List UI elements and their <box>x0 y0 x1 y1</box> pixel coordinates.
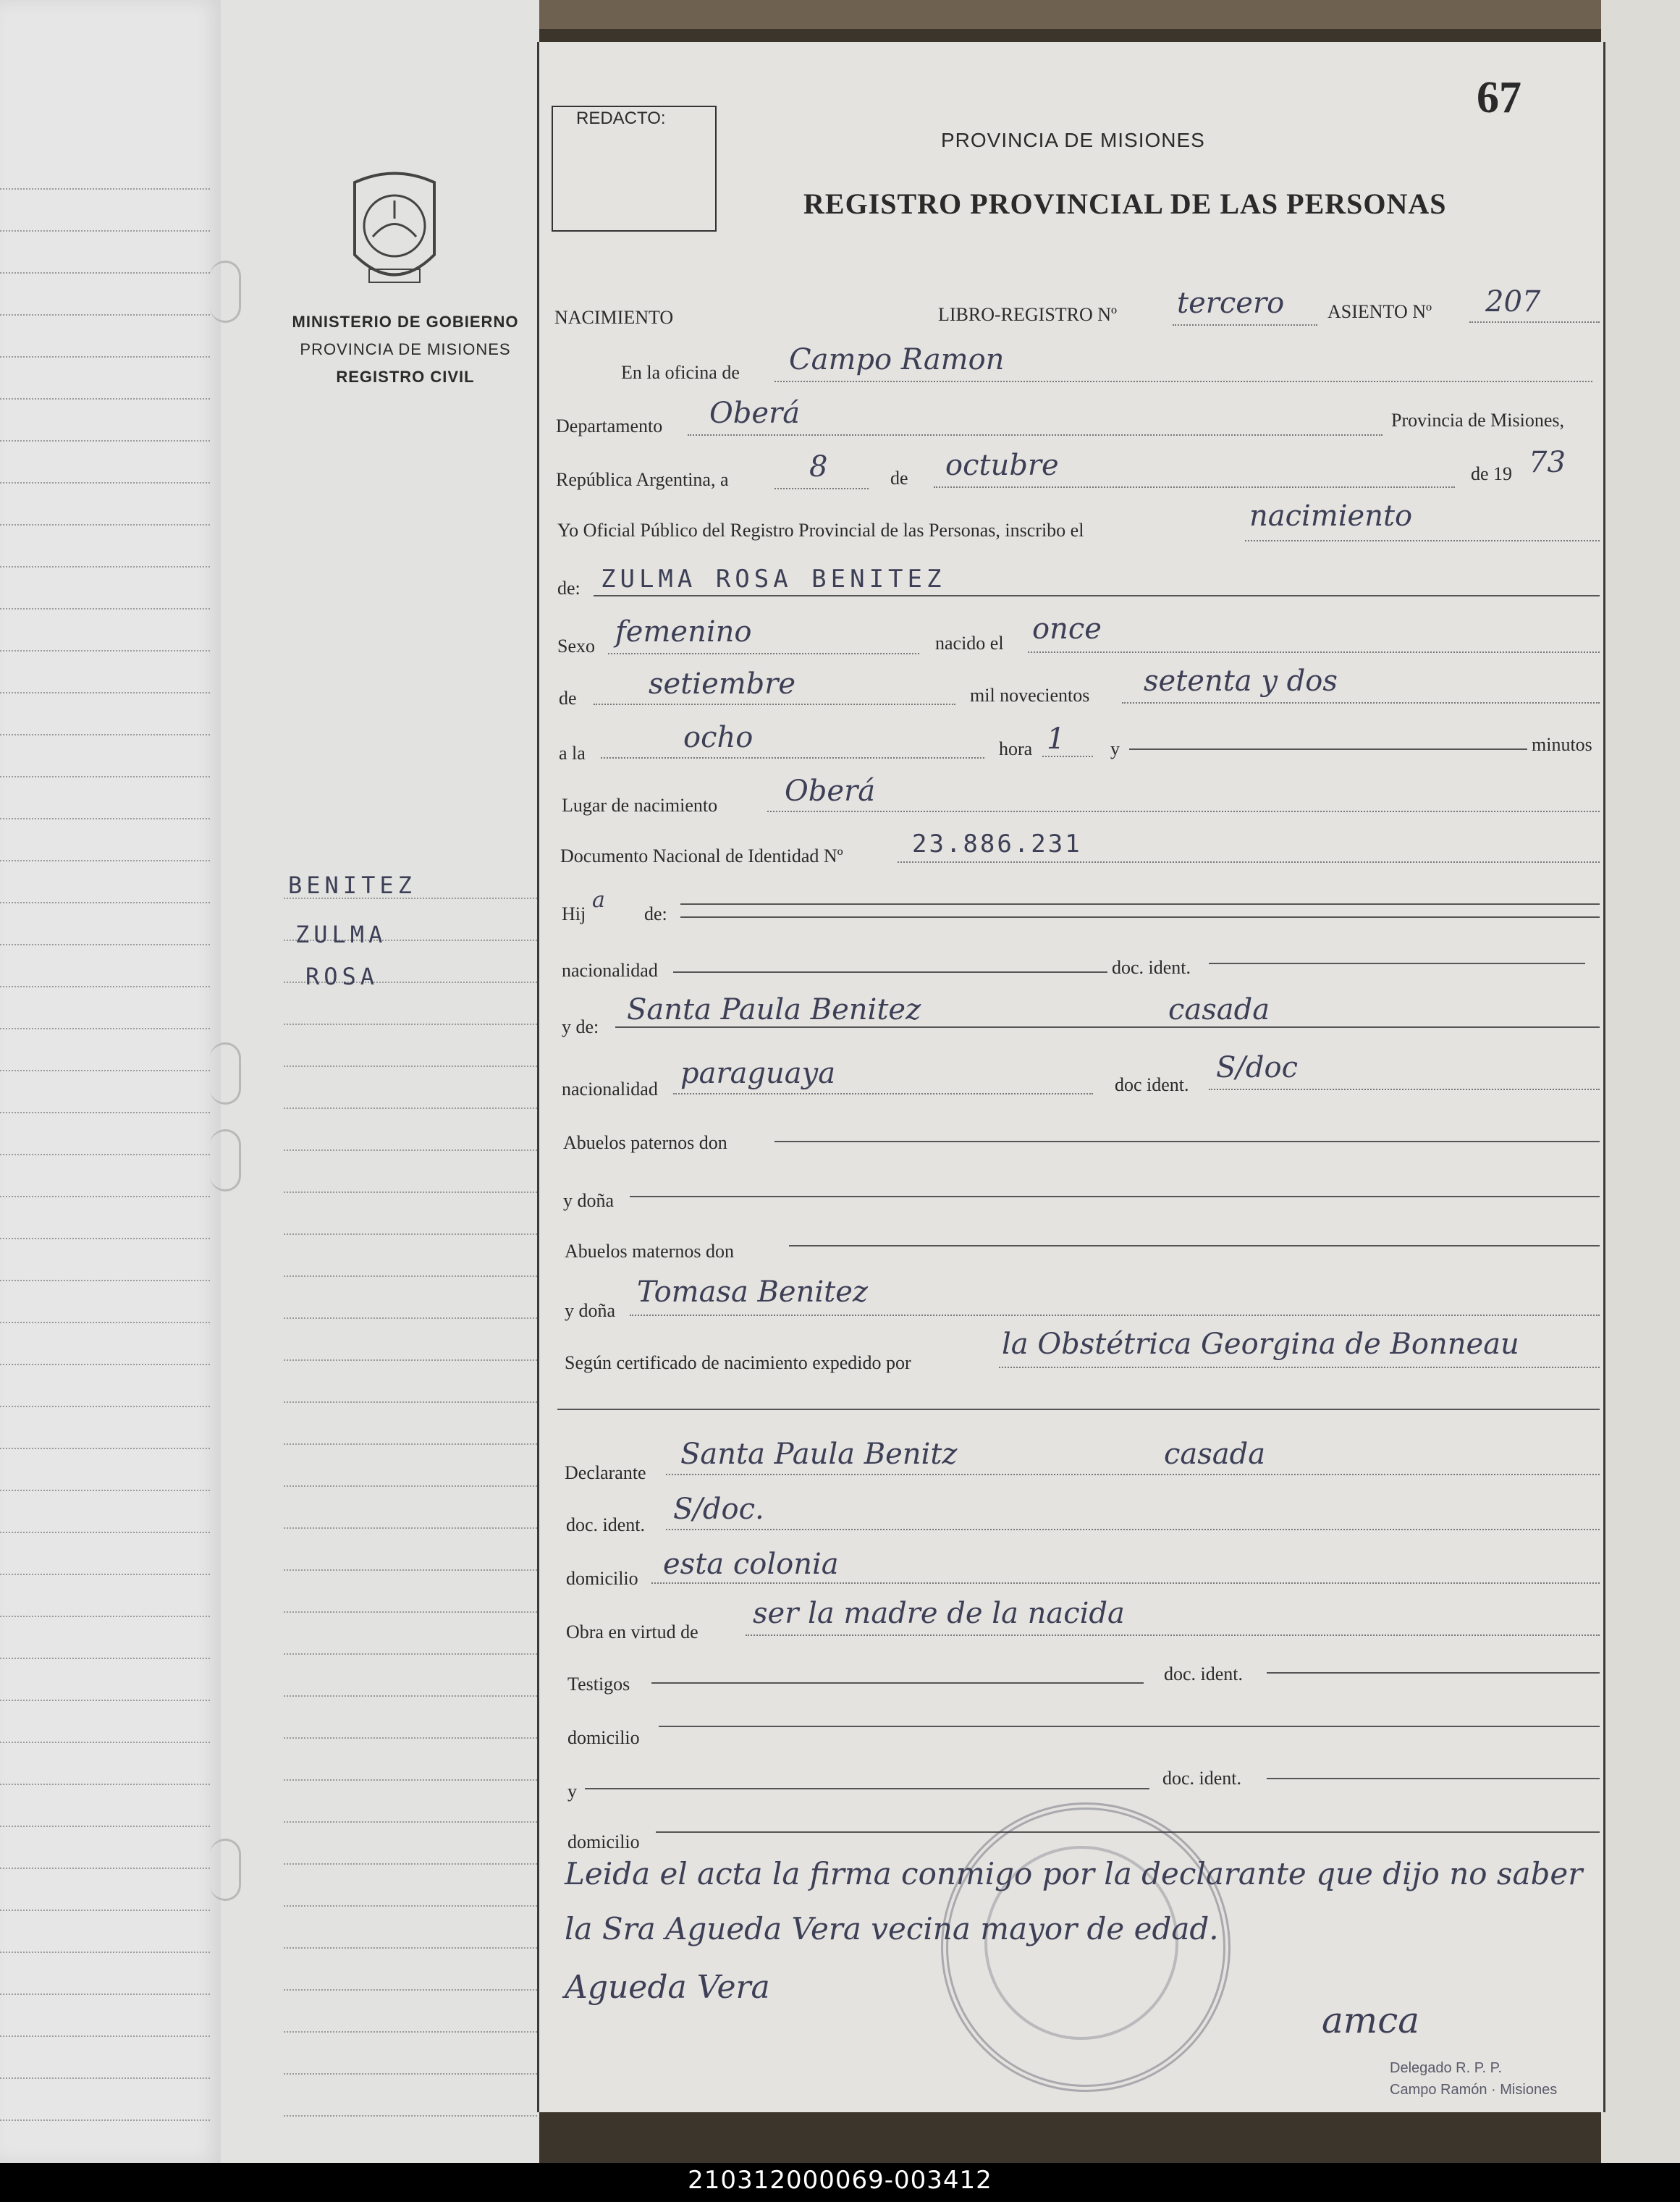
ruling-line <box>0 692 210 693</box>
ruling-line <box>0 1112 210 1113</box>
domicilio-value: esta colonia <box>663 1548 839 1581</box>
de-label: de <box>890 468 908 489</box>
madre-value: Santa Paula Benitez <box>627 993 921 1026</box>
de19-label: de 19 <box>1471 463 1513 484</box>
ruling-line <box>0 902 210 903</box>
province-seal-icon <box>340 168 449 298</box>
segun-label: Según certificado de nacimiento expedido por <box>565 1352 911 1373</box>
doc-ident2-label: doc ident. <box>1115 1074 1189 1095</box>
obra-value: ser la madre de la nacida <box>753 1597 1125 1630</box>
ruling-line <box>0 1700 210 1701</box>
ruling-line <box>284 1233 537 1235</box>
ruling-line <box>0 944 210 945</box>
nacimiento-label: NACIMIENTO <box>554 307 674 328</box>
ruling-line <box>284 2073 537 2075</box>
obra-label: Obra en virtud de <box>566 1621 698 1642</box>
sexo-value: femenino <box>615 615 752 649</box>
witness-signature: Agueda Vera <box>565 1969 770 2006</box>
ruling-line <box>0 1196 210 1197</box>
minutos-label: minutos <box>1532 734 1592 755</box>
ruling-line <box>284 1863 537 1865</box>
departamento-label: Departamento <box>556 415 663 436</box>
ruling-line <box>0 1574 210 1575</box>
ruling-line <box>0 1532 210 1533</box>
ruling-line <box>284 1569 537 1571</box>
ruling-line <box>0 1868 210 1869</box>
hora-label: hora <box>999 738 1033 759</box>
lugar-value: Oberá <box>785 775 876 808</box>
ruling-line <box>0 1910 210 1911</box>
domicilio2-label: domicilio <box>567 1727 640 1748</box>
dni-value: 23.886.231 <box>912 830 1082 859</box>
inscribo-value: nacimiento <box>1249 499 1413 533</box>
ruling-line <box>0 776 210 777</box>
doc-ident3-label: doc. ident. <box>566 1514 646 1535</box>
ruling-line <box>0 1658 210 1659</box>
redacto-label: REDACTO: <box>576 109 666 128</box>
ruling-line <box>0 1238 210 1239</box>
page-number: 67 <box>1477 73 1521 122</box>
declarante-estado-value: casada <box>1164 1438 1266 1471</box>
ruling-line <box>284 2031 537 2033</box>
domicilio3-label: domicilio <box>567 1831 640 1852</box>
certificado-value: la Obstétrica Georgina de Bonneau <box>1002 1328 1519 1361</box>
ruling-line <box>284 1947 537 1949</box>
testigos-label: Testigos <box>567 1674 630 1695</box>
hora-num-value: 1 <box>1047 722 1065 756</box>
binding-stitch <box>210 1042 241 1105</box>
ruling-line <box>0 1406 210 1407</box>
ministry-line1: MINISTERIO DE GOBIERNO <box>292 313 519 331</box>
ruling-line <box>0 188 210 190</box>
ruling-line <box>284 1611 537 1613</box>
ruling-line <box>0 2077 210 2079</box>
ruling-line <box>0 356 210 358</box>
ministry-line2: PROVINCIA DE MISIONES <box>300 340 511 358</box>
abuela-materna-value: Tomasa Benitez <box>637 1275 868 1309</box>
binding-stitch <box>210 1839 241 1901</box>
stamp-line1: Delegado R. P. P. <box>1390 2060 1502 2076</box>
ruling-line <box>284 1821 537 1823</box>
mil-label: mil novecientos <box>970 685 1090 706</box>
y-de-label: y de: <box>562 1016 599 1037</box>
ruling-line <box>284 1191 537 1193</box>
dni-label: Documento Nacional de Identidad Nº <box>560 845 843 866</box>
domicilio1-label: domicilio <box>566 1568 638 1589</box>
y-dona2-label: y doña <box>565 1300 616 1321</box>
ruling-line <box>284 1066 537 1067</box>
departamento-value: Oberá <box>709 397 801 430</box>
ruling-line <box>0 398 210 400</box>
ruling-line <box>0 1322 210 1323</box>
ruling-line <box>284 1359 537 1361</box>
ruling-line <box>0 818 210 819</box>
nacionalidad2-label: nacionalidad <box>562 1079 658 1100</box>
stub-surname: BENITEZ <box>288 872 416 899</box>
nacionalidad1-label: nacionalidad <box>562 960 658 981</box>
oficina-value: Campo Ramon <box>789 343 1005 376</box>
libro-label: LIBRO-REGISTRO Nº <box>938 304 1118 325</box>
closing-note-line1: Leida el acta la firma conmigo por la declarante que dijo no saber <box>565 1856 1583 1891</box>
doc-ident5-label: doc. ident. <box>1162 1768 1242 1789</box>
ruling-line <box>0 734 210 735</box>
declarante-doc-value: S/doc. <box>673 1493 764 1526</box>
registry-heading: REGISTRO PROVINCIAL DE LAS PERSONAS <box>803 187 1447 220</box>
ruling-line <box>284 2115 537 2117</box>
ruling-line <box>0 482 210 484</box>
nacido-el-value: once <box>1032 612 1102 646</box>
asiento-label: ASIENTO Nº <box>1327 301 1432 322</box>
anio-nac-value: setenta y dos <box>1144 665 1338 698</box>
left-page <box>0 0 222 2163</box>
ruling-line <box>284 1275 537 1277</box>
official-signature: amca <box>1322 1999 1420 2041</box>
stub-middle-name: ROSA <box>305 963 379 990</box>
ruling-line <box>0 1784 210 1785</box>
de-colon-label: de: <box>557 578 581 599</box>
hij-de-label: de: <box>644 903 667 924</box>
dia-value: 8 <box>809 450 828 484</box>
ruling-line <box>0 566 210 568</box>
ruling-line <box>0 1070 210 1071</box>
ruling-line <box>284 1905 537 1907</box>
ruling-line <box>0 1028 210 1029</box>
hij-label: Hij <box>562 903 586 924</box>
ministry-line3: REGISTRO CIVIL <box>336 368 475 386</box>
ruling-line <box>0 860 210 861</box>
y2-label: y <box>567 1781 577 1802</box>
yo-oficial-label: Yo Oficial Público del Registro Provincial de las Personas, inscribo el <box>557 520 1084 541</box>
ruling-line <box>0 2036 210 2037</box>
ruling-line <box>0 1154 210 1155</box>
asiento-value: 207 <box>1485 285 1541 319</box>
ruling-line <box>284 1779 537 1781</box>
hij-suffix-value: a <box>592 887 605 913</box>
sexo-label: Sexo <box>557 636 595 657</box>
ruling-line <box>0 524 210 526</box>
ruling-line <box>0 1616 210 1617</box>
ruling-line <box>0 272 210 274</box>
libro-value: tercero <box>1177 287 1285 320</box>
mes-nac-label: de <box>559 688 577 709</box>
mes-value: octubre <box>945 449 1059 482</box>
ruling-line <box>284 1989 537 1991</box>
madre-estado-value: casada <box>1168 993 1270 1026</box>
ruling-line <box>0 1448 210 1449</box>
document-id-caption: 210312000069-003412 <box>688 2166 992 2195</box>
nombre-value: ZULMA ROSA BENITEZ <box>601 565 946 594</box>
ruling-line <box>284 1695 537 1697</box>
y-dona1-label: y doña <box>563 1190 615 1211</box>
mes-nac-value: setiembre <box>649 667 796 701</box>
doc-ident4-label: doc. ident. <box>1164 1663 1244 1684</box>
provincia-label: Provincia de Misiones, <box>1391 410 1565 431</box>
ruling-line <box>284 1108 537 1109</box>
ruling-line <box>0 650 210 651</box>
anio-value: 73 <box>1529 446 1566 479</box>
y-label: y <box>1110 738 1120 759</box>
ruling-line <box>284 1317 537 1319</box>
closing-note-line2: la Sra Agueda Vera vecina mayor de edad. <box>565 1911 1219 1946</box>
ruling-line <box>284 1653 537 1655</box>
lugar-label: Lugar de nacimiento <box>562 795 718 816</box>
ruling-line <box>284 1527 537 1529</box>
ruling-line <box>284 1401 537 1403</box>
ruling-line <box>0 1742 210 1743</box>
hora-letra-value: ocho <box>683 721 754 754</box>
a-la-label: a la <box>559 743 586 764</box>
ruling-line <box>284 1024 537 1025</box>
stamp-line2: Campo Ramón · Misiones <box>1390 2082 1558 2098</box>
ruling-line <box>0 440 210 442</box>
oficina-label: En la oficina de <box>621 362 740 383</box>
right-margin <box>1601 0 1680 2163</box>
stub-first-name: ZULMA <box>295 921 387 948</box>
ruling-line <box>284 1149 537 1151</box>
abuelos-pat-label: Abuelos paternos don <box>563 1132 727 1153</box>
binding-stitch <box>210 1129 241 1191</box>
province-heading: PROVINCIA DE MISIONES <box>941 129 1205 151</box>
nacido-el-label: nacido el <box>935 633 1004 654</box>
ruling-line <box>0 1826 210 1827</box>
ruling-line <box>0 1490 210 1491</box>
ruling-line <box>0 1364 210 1365</box>
republica-label: República Argentina, a <box>556 469 729 490</box>
abuelos-mat-label: Abuelos maternos don <box>565 1241 734 1262</box>
nacionalidad-madre-value: paraguaya <box>680 1057 836 1090</box>
ruling-line <box>0 314 210 316</box>
ruling-line <box>284 1485 537 1487</box>
binding-stitch <box>210 261 241 323</box>
ruling-line <box>0 1952 210 1953</box>
declarante-value: Santa Paula Benitz <box>680 1438 958 1471</box>
doc-ident1-label: doc. ident. <box>1112 957 1191 978</box>
ruling-line <box>0 1280 210 1281</box>
declarante-label: Declarante <box>565 1462 646 1483</box>
ruling-line <box>0 230 210 232</box>
ruling-line <box>0 986 210 987</box>
ruling-line <box>0 1994 210 1995</box>
ruling-line <box>284 1443 537 1445</box>
doc-madre-value: S/doc <box>1216 1051 1298 1084</box>
ruling-line <box>284 1737 537 1739</box>
ruling-line <box>0 2119 210 2121</box>
ruling-line <box>0 608 210 609</box>
